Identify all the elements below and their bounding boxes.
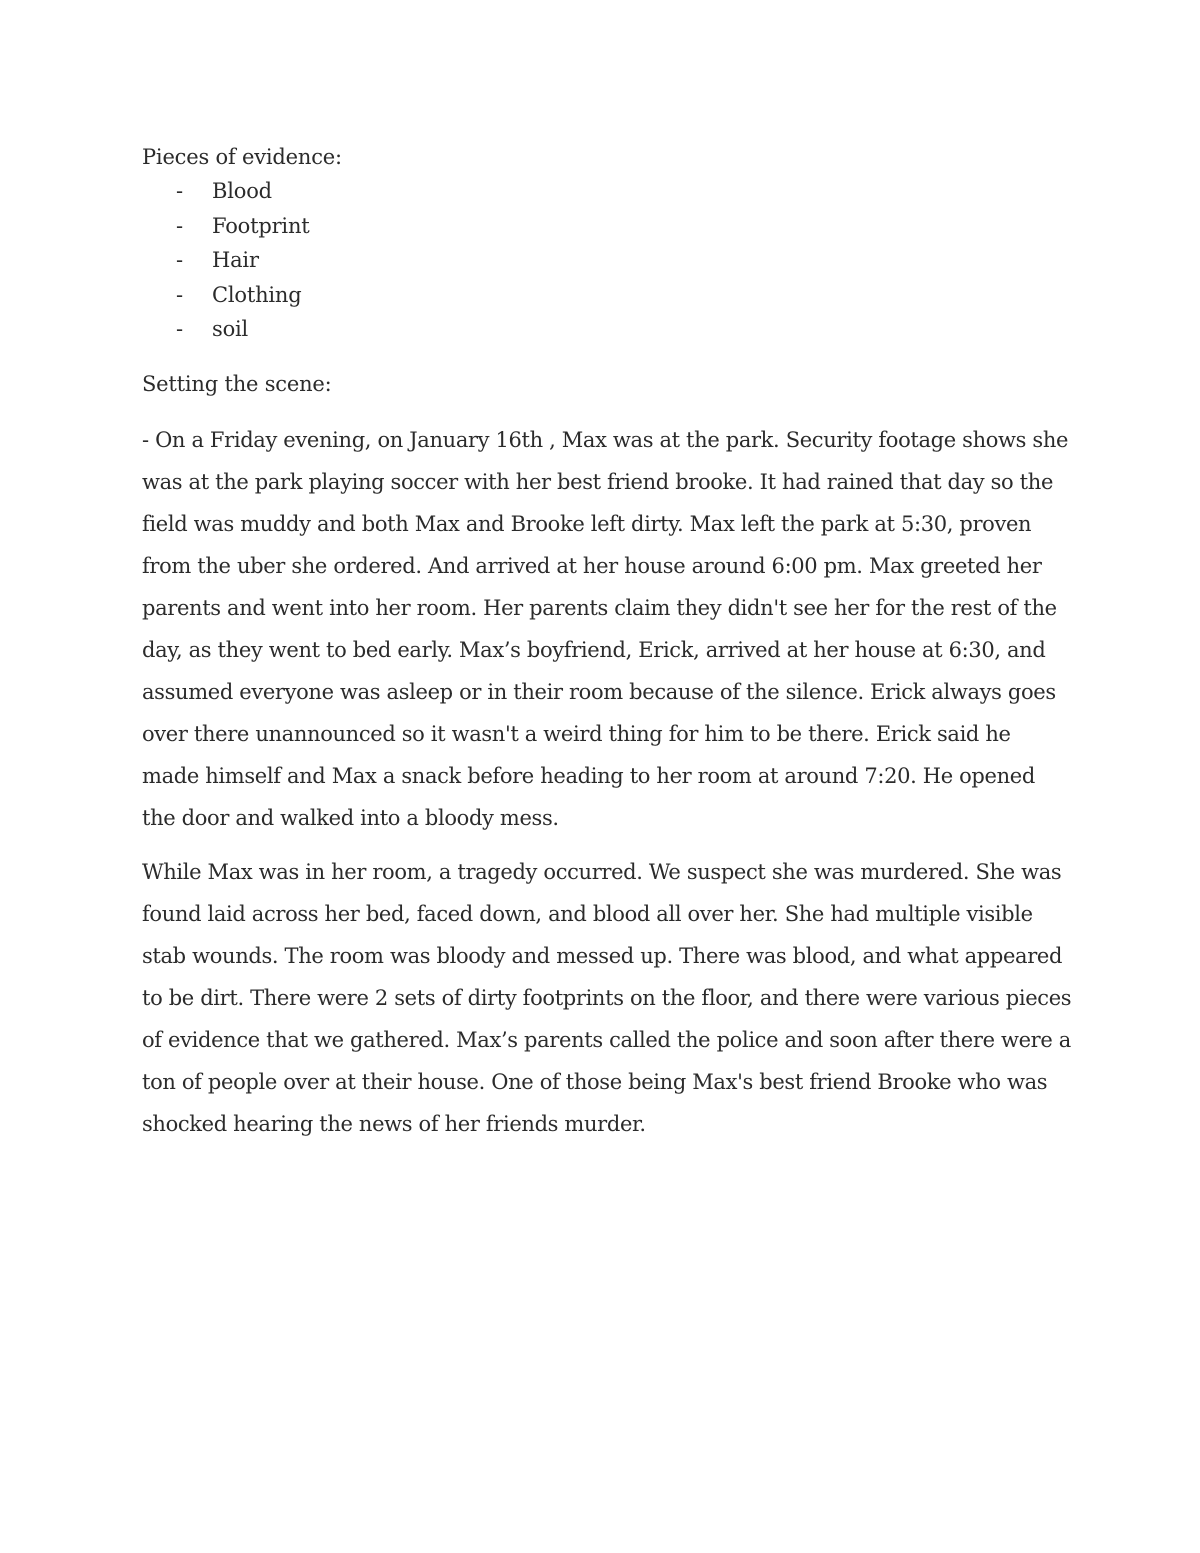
scene-paragraph-2: While Max was in her room, a tragedy occurred. We suspect she was murdered. She was found laid across her bed, faced down, and blood all over her. She had multiple visible stab wounds. The room was bloody and messed up. There was blood, and what appeared to be dirt. There were 2 sets of dirty footprints on the floor, and there were various pieces of evidence that we gathered. Max’s parents called the police and soon after there were a ton of people over at their house. One of those being Max's best friend Brooke who was shocked hearing the news of her friends murder. <box>142 859 1072 1136</box>
evidence-item-label: Footprint <box>212 213 310 238</box>
evidence-heading: Pieces of evidence: <box>142 145 342 169</box>
list-dash: - <box>176 248 183 272</box>
evidence-item <box>142 243 1072 278</box>
evidence-item-label: Hair <box>212 248 259 272</box>
scene-paragraph-1: - On a Friday evening, on January 16th , Max was at the park. Security footage shows she was at the park playing soccer with her best friend brooke. It had rained that day so the field was muddy and both Max and Brooke left dirty. Max left the park at 5:30, proven from the uber she ordered. And arrived at her house around 6:00 pm. Max greeted her parents and went into her room. Her parents claim they didn't see her for the rest of the day, as they went to bed early. Max’s boyfriend, Erick, arrived at her house at 6:30, and assumed everyone was asleep or in their room because of the silence. Erick always goes over there unannounced so it wasn't a weird thing for him to be there. Erick said he made himself and Max a snack before heading to her room at around 7:20. He opened the door and walked into a bloody mess. <box>142 427 1069 830</box>
evidence-item-label: soil <box>212 317 249 341</box>
list-dash: - <box>176 179 183 203</box>
list-dash: - <box>176 282 183 307</box>
evidence-item <box>142 209 1072 244</box>
evidence-item-label: Clothing <box>212 282 302 307</box>
list-dash: - <box>176 317 183 341</box>
list-dash: - <box>176 213 183 238</box>
evidence-list <box>142 174 1072 347</box>
evidence-item <box>142 312 1072 347</box>
document-body <box>142 140 1072 1145</box>
evidence-item-label: Blood <box>212 179 272 203</box>
evidence-item <box>142 278 1072 313</box>
evidence-item <box>142 174 1072 209</box>
scene-heading: Setting the scene: <box>142 371 332 396</box>
